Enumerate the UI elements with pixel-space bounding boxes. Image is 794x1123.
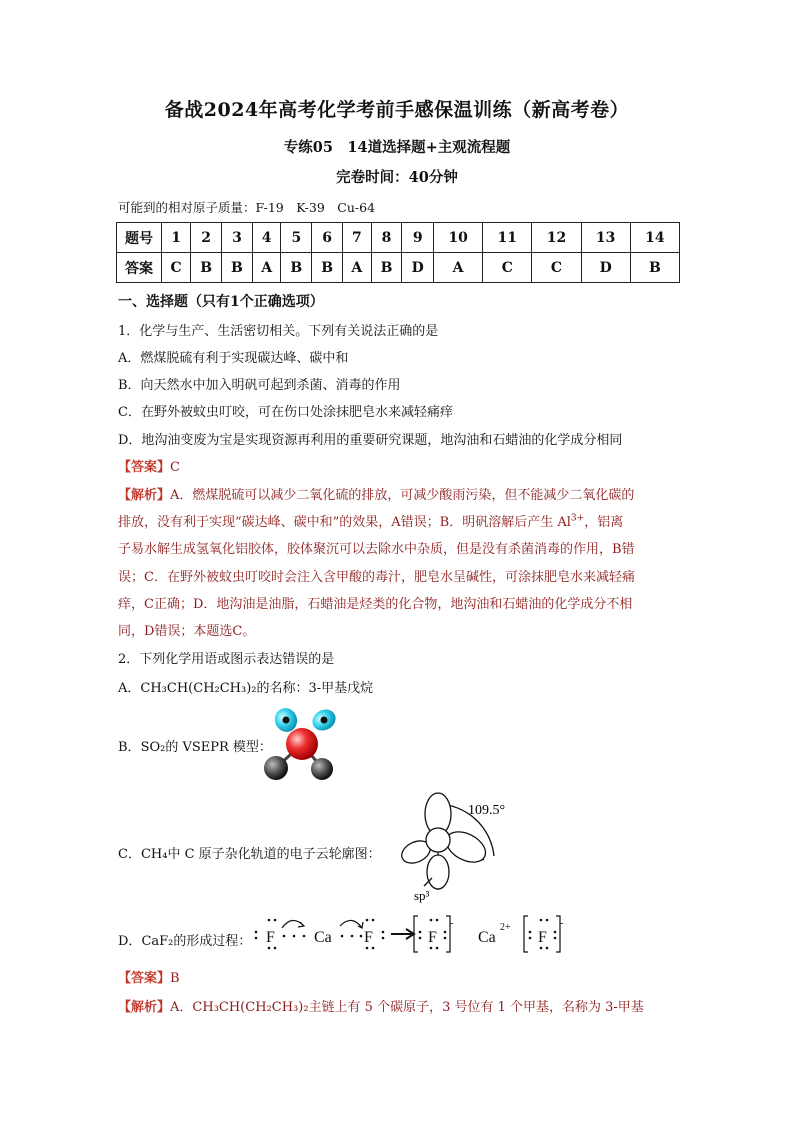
fluoride-ion-2: F [538,929,547,946]
explain-text: A． [170,1000,193,1015]
q1-explain-line-3: 子易水解生成氢氧化铝胶体，胶体聚沉可以去除水中杂质，但是没有杀菌消毒的作用，B错 [118,542,635,557]
option-text: 中 C 原子杂化轨道的电子云轮廓图： [167,847,381,862]
answer-table-number-row [117,223,680,253]
answer-cell: B [630,253,679,283]
chemical-formula: CH₄ [140,847,168,862]
so2-vsepr-model-image [258,706,358,782]
fluoride-ion-1: F [428,929,437,946]
answer-cell: A [433,253,482,283]
calcium-atom: Ca [314,929,332,946]
explain-text: ，铝离 [584,515,624,530]
answer-cell: C [162,253,191,283]
chemical-formula: SO₂ [140,740,166,755]
chemical-formula: CH₃CH(CH₂CH₃)₂ [140,681,257,696]
question-number-cell: 2 [191,223,222,253]
q2-option-c [118,843,381,862]
option-letter: D． [118,934,142,949]
answer-table-answer-row [117,253,680,283]
section-title: 一、选择题（只有1个正确选项） [118,294,324,310]
question-number-cell: 4 [252,223,281,253]
atomic-masses: 可能到的相对原子质量：F-19 K-39 Cu-64 [118,200,376,215]
explain-text: 主链上有 5 个碳原子，3 号位有 1 个甲基，名称为 3-甲基 [308,1000,644,1015]
answer-value: C [170,460,180,475]
exam-time: 完卷时间：40分钟 [336,169,458,186]
question-number-cell: 8 [371,223,402,253]
explain-text: A．燃煤脱硫可以减少二氧化硫的排放，可减少酸雨污染，但不能减少二氧化碳的 [170,488,635,503]
option-text: 的名称：3-甲基戊烷 [256,681,374,696]
explain-tag: 【解析】 [118,488,171,503]
q2-answer [118,967,180,986]
table-header-answer: 答案 [117,253,162,283]
ion-charge: 3+ [570,513,585,524]
answer-cell: B [312,253,343,283]
q1-explain-line-2 [118,511,623,530]
answer-tag: 【答案】 [118,460,171,475]
q1-answer [118,456,180,475]
sp3-label: sp³ [414,888,430,903]
document-subtitle: 专练05 14道选择题+主观流程题 [283,139,511,156]
bond-angle-label: 109.5° [468,803,506,818]
calcium-ion: Ca [478,929,496,946]
explain-tag: 【解析】 [118,1000,171,1015]
answer-table [116,222,680,283]
q2-stem: 2．下列化学用语或图示表达错误的是 [118,652,335,667]
q1-explain-line-6: 同，D错误；本题选C。 [118,624,256,639]
answer-cell: C [483,253,532,283]
fluoride-charge-2: - [560,918,564,929]
caf2-formation-diagram [252,910,572,960]
chemical-formula: CaF₂ [141,934,174,949]
option-text: 的 VSEPR 模型： [165,740,272,755]
question-number-cell: 14 [630,223,679,253]
answer-cell: D [402,253,434,283]
fluoride-charge-1: - [450,918,454,929]
question-number-cell: 3 [222,223,253,253]
document-title: 备战2024年高考化学考前手感保温训练（新高考卷） [164,99,630,121]
q1-option-a: A．燃煤脱硫有利于实现碳达峰、碳中和 [118,351,349,366]
question-number-cell: 7 [343,223,372,253]
question-number-cell: 5 [281,223,312,253]
question-number-cell: 10 [433,223,482,253]
answer-cell: A [343,253,372,283]
fluorine-atom-2: F [364,929,373,946]
option-text: 的形成过程： [173,934,252,949]
answer-cell: D [581,253,630,283]
answer-cell: B [222,253,253,283]
q2-option-a [118,677,373,696]
chemical-formula: CH₃CH(CH₂CH₃)₂ [192,1000,309,1015]
answer-tag: 【答案】 [118,971,171,986]
q2-option-d [118,930,251,949]
answer-cell: B [191,253,222,283]
q1-stem: 1．化学与生产、生活密切相关。下列有关说法正确的是 [118,324,439,339]
option-letter: B． [118,740,141,755]
q1-option-d: D．地沟油变废为宝是实现资源再利用的重要研究课题，地沟油和石蜡油的化学成分相同 [118,433,623,448]
explain-text: 排放，没有利于实现“碳达峰、碳中和”的效果，A错误；B．明矾溶解后产生 Al [118,515,571,530]
q1-explain-line-1 [118,484,634,503]
question-number-cell: 9 [402,223,434,253]
answer-cell: B [281,253,312,283]
answer-cell: A [252,253,281,283]
q1-explain-line-4: 误；C．在野外被蚊虫叮咬时会注入含甲酸的毒汁，肥皂水呈碱性，可涂抹肥皂水来减轻痛 [118,570,635,585]
answer-cell: C [532,253,581,283]
question-number-cell: 12 [532,223,581,253]
q2-explain-line-1 [118,996,644,1015]
question-number-cell: 13 [581,223,630,253]
ca-charge: 2+ [500,922,511,933]
option-letter: C． [118,847,141,862]
answer-cell: B [371,253,402,283]
q1-explain-line-5: 痒，C正确；D．地沟油是油脂，石蜡油是烃类的化合物，地沟油和石蜡油的化学成分不相 [118,597,633,612]
q2-option-b [118,736,272,755]
fluorine-atom-1: F [266,929,275,946]
q1-option-c: C．在野外被蚊虫叮咬，可在伤口处涂抹肥皂水来减轻痛痒 [118,405,453,420]
q1-option-b: B．向天然水中加入明矾可起到杀菌、消毒的作用 [118,378,401,393]
question-number-cell: 11 [483,223,532,253]
answer-value: B [170,971,180,986]
question-number-cell: 6 [312,223,343,253]
ch4-sp3-orbital-diagram [396,790,536,905]
question-number-cell: 1 [162,223,191,253]
option-letter: A． [118,681,141,696]
table-header-number: 题号 [117,223,162,253]
